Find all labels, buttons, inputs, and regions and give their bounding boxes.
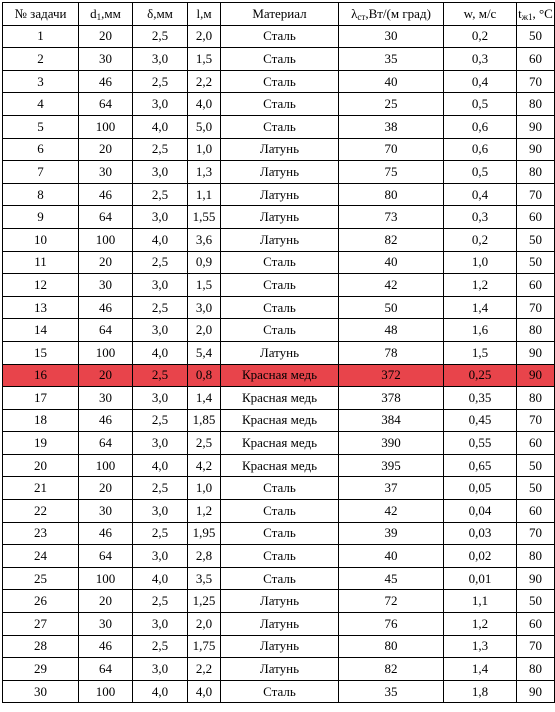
cell-material: Латунь	[221, 635, 339, 658]
task-table-container	[2, 2, 555, 703]
table-body	[3, 25, 555, 703]
table-row	[3, 477, 555, 500]
cell-diameter: 20	[79, 251, 133, 274]
cell-temperature: 70	[517, 296, 555, 319]
cell-temperature: 90	[517, 364, 555, 387]
cell-conductivity: 73	[339, 206, 444, 229]
cell-temperature: 60	[517, 274, 555, 297]
task-data-table	[2, 2, 555, 703]
cell-length: 1,95	[188, 522, 221, 545]
cell-thickness: 4,0	[133, 115, 188, 138]
cell-velocity: 1,6	[444, 319, 517, 342]
cell-task-number: 2	[3, 48, 79, 71]
cell-length: 4,2	[188, 454, 221, 477]
cell-diameter: 46	[79, 409, 133, 432]
cell-task-number: 14	[3, 319, 79, 342]
cell-task-number: 22	[3, 500, 79, 523]
table-row	[3, 658, 555, 681]
cell-material: Латунь	[221, 341, 339, 364]
cell-material: Красная медь	[221, 432, 339, 455]
cell-task-number: 21	[3, 477, 79, 500]
cell-velocity: 1,2	[444, 274, 517, 297]
cell-thickness: 3,0	[133, 613, 188, 636]
cell-length: 2,8	[188, 545, 221, 568]
cell-diameter: 46	[79, 296, 133, 319]
cell-velocity: 1,4	[444, 658, 517, 681]
cell-length: 1,85	[188, 409, 221, 432]
cell-length: 4,0	[188, 93, 221, 116]
cell-task-number: 7	[3, 161, 79, 184]
cell-diameter: 30	[79, 500, 133, 523]
cell-conductivity: 378	[339, 387, 444, 410]
table-row	[3, 567, 555, 590]
table-row	[3, 319, 555, 342]
cell-length: 1,5	[188, 48, 221, 71]
cell-length: 1,55	[188, 206, 221, 229]
cell-velocity: 0,3	[444, 206, 517, 229]
cell-velocity: 0,5	[444, 161, 517, 184]
cell-thickness: 2,5	[133, 635, 188, 658]
cell-task-number: 20	[3, 454, 79, 477]
cell-conductivity: 42	[339, 500, 444, 523]
cell-diameter: 46	[79, 635, 133, 658]
cell-thickness: 2,5	[133, 70, 188, 93]
header-temperature-subscript: ж1	[521, 11, 533, 22]
cell-temperature: 70	[517, 409, 555, 432]
cell-conductivity: 48	[339, 319, 444, 342]
cell-material: Латунь	[221, 161, 339, 184]
cell-conductivity: 35	[339, 48, 444, 71]
cell-diameter: 30	[79, 613, 133, 636]
header-task-number: № задачи	[3, 3, 79, 26]
cell-task-number: 24	[3, 545, 79, 568]
cell-material: Сталь	[221, 319, 339, 342]
cell-task-number: 12	[3, 274, 79, 297]
cell-velocity: 0,01	[444, 567, 517, 590]
cell-task-number: 28	[3, 635, 79, 658]
cell-diameter: 64	[79, 206, 133, 229]
cell-task-number: 17	[3, 387, 79, 410]
cell-length: 1,25	[188, 590, 221, 613]
cell-conductivity: 38	[339, 115, 444, 138]
cell-thickness: 2,5	[133, 251, 188, 274]
cell-conductivity: 42	[339, 274, 444, 297]
cell-material: Сталь	[221, 115, 339, 138]
cell-diameter: 100	[79, 454, 133, 477]
cell-thickness: 2,5	[133, 25, 188, 48]
table-row	[3, 613, 555, 636]
cell-task-number: 18	[3, 409, 79, 432]
table-row	[3, 296, 555, 319]
cell-task-number: 27	[3, 613, 79, 636]
cell-thickness: 4,0	[133, 228, 188, 251]
cell-temperature: 60	[517, 206, 555, 229]
table-row	[3, 454, 555, 477]
cell-diameter: 30	[79, 387, 133, 410]
cell-length: 1,0	[188, 138, 221, 161]
cell-length: 1,2	[188, 500, 221, 523]
cell-conductivity: 390	[339, 432, 444, 455]
cell-velocity: 1,1	[444, 590, 517, 613]
cell-conductivity: 80	[339, 635, 444, 658]
cell-diameter: 64	[79, 432, 133, 455]
cell-temperature: 90	[517, 567, 555, 590]
cell-diameter: 100	[79, 567, 133, 590]
cell-thickness: 2,5	[133, 522, 188, 545]
cell-velocity: 1,0	[444, 251, 517, 274]
cell-length: 1,75	[188, 635, 221, 658]
table-header-row	[3, 3, 555, 26]
cell-diameter: 64	[79, 545, 133, 568]
cell-material: Латунь	[221, 590, 339, 613]
cell-conductivity: 372	[339, 364, 444, 387]
cell-temperature: 70	[517, 522, 555, 545]
header-conductivity	[339, 3, 444, 26]
cell-velocity: 0,05	[444, 477, 517, 500]
cell-diameter: 20	[79, 477, 133, 500]
cell-temperature: 90	[517, 115, 555, 138]
cell-material: Сталь	[221, 477, 339, 500]
table-row	[3, 409, 555, 432]
table-row	[3, 183, 555, 206]
cell-diameter: 20	[79, 138, 133, 161]
header-temperature-symbol: t	[518, 5, 522, 21]
table-row	[3, 251, 555, 274]
header-velocity: w, м/с	[444, 3, 517, 26]
cell-velocity: 0,55	[444, 432, 517, 455]
cell-task-number: 11	[3, 251, 79, 274]
cell-velocity: 1,4	[444, 296, 517, 319]
cell-velocity: 0,3	[444, 48, 517, 71]
cell-conductivity: 75	[339, 161, 444, 184]
cell-material: Сталь	[221, 274, 339, 297]
cell-temperature: 80	[517, 319, 555, 342]
cell-temperature: 80	[517, 387, 555, 410]
cell-length: 4,0	[188, 680, 221, 703]
cell-thickness: 3,0	[133, 93, 188, 116]
cell-temperature: 90	[517, 138, 555, 161]
table-row	[3, 590, 555, 613]
header-conductivity-symbol: λ	[351, 5, 358, 21]
table-row	[3, 680, 555, 703]
cell-thickness: 3,0	[133, 658, 188, 681]
table-row	[3, 25, 555, 48]
cell-length: 1,5	[188, 274, 221, 297]
cell-velocity: 1,2	[444, 613, 517, 636]
cell-thickness: 2,5	[133, 477, 188, 500]
header-conductivity-unit: ,Вт/(м град)	[365, 5, 431, 21]
cell-temperature: 50	[517, 25, 555, 48]
cell-task-number: 1	[3, 25, 79, 48]
cell-conductivity: 39	[339, 522, 444, 545]
cell-thickness: 3,0	[133, 319, 188, 342]
cell-temperature: 60	[517, 500, 555, 523]
cell-material: Сталь	[221, 545, 339, 568]
cell-velocity: 0,45	[444, 409, 517, 432]
cell-thickness: 2,5	[133, 409, 188, 432]
table-row	[3, 522, 555, 545]
cell-conductivity: 50	[339, 296, 444, 319]
cell-thickness: 4,0	[133, 341, 188, 364]
cell-material: Красная медь	[221, 364, 339, 387]
cell-thickness: 4,0	[133, 680, 188, 703]
cell-thickness: 2,5	[133, 590, 188, 613]
cell-thickness: 3,0	[133, 274, 188, 297]
cell-velocity: 1,3	[444, 635, 517, 658]
cell-material: Сталь	[221, 680, 339, 703]
cell-temperature: 60	[517, 613, 555, 636]
cell-conductivity: 40	[339, 251, 444, 274]
cell-velocity: 0,65	[444, 454, 517, 477]
cell-task-number: 19	[3, 432, 79, 455]
cell-temperature: 90	[517, 680, 555, 703]
cell-conductivity: 45	[339, 567, 444, 590]
cell-length: 0,8	[188, 364, 221, 387]
cell-conductivity: 30	[339, 25, 444, 48]
cell-temperature: 70	[517, 635, 555, 658]
cell-thickness: 3,0	[133, 500, 188, 523]
cell-velocity: 0,4	[444, 183, 517, 206]
cell-thickness: 3,0	[133, 206, 188, 229]
cell-task-number: 13	[3, 296, 79, 319]
cell-diameter: 100	[79, 115, 133, 138]
cell-velocity: 0,02	[444, 545, 517, 568]
table-row	[3, 364, 555, 387]
cell-length: 3,5	[188, 567, 221, 590]
cell-length: 0,9	[188, 251, 221, 274]
cell-temperature: 50	[517, 454, 555, 477]
header-temperature-unit: , °С	[532, 5, 553, 21]
cell-diameter: 20	[79, 25, 133, 48]
cell-task-number: 26	[3, 590, 79, 613]
table-row	[3, 274, 555, 297]
cell-task-number: 15	[3, 341, 79, 364]
cell-temperature: 90	[517, 341, 555, 364]
table-row	[3, 387, 555, 410]
header-thickness: δ,мм	[133, 3, 188, 26]
cell-velocity: 0,6	[444, 115, 517, 138]
cell-diameter: 30	[79, 161, 133, 184]
cell-temperature: 80	[517, 93, 555, 116]
cell-task-number: 5	[3, 115, 79, 138]
cell-material: Латунь	[221, 228, 339, 251]
cell-conductivity: 76	[339, 613, 444, 636]
cell-thickness: 4,0	[133, 454, 188, 477]
header-material: Материал	[221, 3, 339, 26]
table-row	[3, 161, 555, 184]
cell-material: Сталь	[221, 251, 339, 274]
cell-material: Латунь	[221, 206, 339, 229]
cell-velocity: 0,4	[444, 70, 517, 93]
cell-temperature: 60	[517, 432, 555, 455]
cell-thickness: 3,0	[133, 161, 188, 184]
cell-thickness: 3,0	[133, 432, 188, 455]
cell-conductivity: 37	[339, 477, 444, 500]
cell-conductivity: 384	[339, 409, 444, 432]
cell-velocity: 1,8	[444, 680, 517, 703]
cell-velocity: 0,03	[444, 522, 517, 545]
cell-length: 3,0	[188, 296, 221, 319]
table-row	[3, 93, 555, 116]
cell-velocity: 1,5	[444, 341, 517, 364]
table-row	[3, 545, 555, 568]
cell-temperature: 80	[517, 658, 555, 681]
cell-length: 2,0	[188, 25, 221, 48]
cell-temperature: 70	[517, 183, 555, 206]
table-row	[3, 635, 555, 658]
cell-material: Сталь	[221, 93, 339, 116]
cell-temperature: 80	[517, 545, 555, 568]
table-row	[3, 228, 555, 251]
cell-thickness: 2,5	[133, 183, 188, 206]
cell-material: Сталь	[221, 296, 339, 319]
cell-velocity: 0,5	[444, 93, 517, 116]
cell-material: Латунь	[221, 658, 339, 681]
header-conductivity-subscript: ст	[357, 11, 366, 22]
cell-material: Сталь	[221, 500, 339, 523]
cell-material: Латунь	[221, 138, 339, 161]
cell-thickness: 2,5	[133, 364, 188, 387]
cell-task-number: 30	[3, 680, 79, 703]
table-row	[3, 138, 555, 161]
cell-velocity: 0,2	[444, 228, 517, 251]
cell-velocity: 0,04	[444, 500, 517, 523]
cell-length: 1,3	[188, 161, 221, 184]
cell-task-number: 23	[3, 522, 79, 545]
cell-thickness: 3,0	[133, 545, 188, 568]
cell-task-number: 4	[3, 93, 79, 116]
cell-conductivity: 82	[339, 658, 444, 681]
table-row	[3, 48, 555, 71]
cell-temperature: 50	[517, 228, 555, 251]
cell-length: 5,4	[188, 341, 221, 364]
cell-length: 2,0	[188, 319, 221, 342]
cell-thickness: 4,0	[133, 567, 188, 590]
cell-material: Сталь	[221, 522, 339, 545]
cell-material: Красная медь	[221, 454, 339, 477]
cell-temperature: 50	[517, 477, 555, 500]
cell-diameter: 64	[79, 319, 133, 342]
header-temperature	[517, 3, 555, 26]
cell-diameter: 20	[79, 590, 133, 613]
header-diameter-subscript: 1	[96, 11, 102, 22]
cell-thickness: 2,5	[133, 138, 188, 161]
cell-conductivity: 78	[339, 341, 444, 364]
cell-diameter: 100	[79, 341, 133, 364]
header-length: l,м	[188, 3, 221, 26]
cell-velocity: 0,35	[444, 387, 517, 410]
table-row	[3, 206, 555, 229]
cell-material: Сталь	[221, 70, 339, 93]
cell-task-number: 6	[3, 138, 79, 161]
cell-length: 2,0	[188, 613, 221, 636]
table-row	[3, 341, 555, 364]
cell-temperature: 80	[517, 161, 555, 184]
table-row	[3, 70, 555, 93]
cell-conductivity: 82	[339, 228, 444, 251]
cell-diameter: 64	[79, 93, 133, 116]
cell-diameter: 46	[79, 70, 133, 93]
cell-diameter: 46	[79, 522, 133, 545]
cell-material: Латунь	[221, 183, 339, 206]
cell-conductivity: 25	[339, 93, 444, 116]
cell-diameter: 30	[79, 274, 133, 297]
cell-task-number: 9	[3, 206, 79, 229]
table-row	[3, 432, 555, 455]
cell-length: 2,2	[188, 70, 221, 93]
cell-diameter: 30	[79, 48, 133, 71]
table-row	[3, 500, 555, 523]
cell-conductivity: 40	[339, 545, 444, 568]
cell-temperature: 50	[517, 251, 555, 274]
cell-conductivity: 80	[339, 183, 444, 206]
cell-task-number: 10	[3, 228, 79, 251]
header-diameter	[79, 3, 133, 26]
cell-conductivity: 72	[339, 590, 444, 613]
cell-thickness: 3,0	[133, 387, 188, 410]
cell-task-number: 8	[3, 183, 79, 206]
cell-material: Сталь	[221, 25, 339, 48]
table-row	[3, 115, 555, 138]
cell-task-number: 29	[3, 658, 79, 681]
cell-material: Красная медь	[221, 409, 339, 432]
cell-task-number: 16	[3, 364, 79, 387]
cell-thickness: 2,5	[133, 296, 188, 319]
cell-task-number: 3	[3, 70, 79, 93]
cell-temperature: 70	[517, 70, 555, 93]
cell-material: Сталь	[221, 567, 339, 590]
cell-length: 5,0	[188, 115, 221, 138]
cell-temperature: 60	[517, 48, 555, 71]
cell-diameter: 100	[79, 228, 133, 251]
cell-length: 3,6	[188, 228, 221, 251]
cell-material: Латунь	[221, 613, 339, 636]
cell-velocity: 0,6	[444, 138, 517, 161]
cell-diameter: 20	[79, 364, 133, 387]
cell-task-number: 25	[3, 567, 79, 590]
cell-length: 1,4	[188, 387, 221, 410]
cell-diameter: 100	[79, 680, 133, 703]
header-diameter-unit: ,мм	[101, 5, 121, 21]
cell-diameter: 64	[79, 658, 133, 681]
cell-length: 2,5	[188, 432, 221, 455]
cell-material: Сталь	[221, 48, 339, 71]
header-diameter-symbol: d	[90, 5, 97, 21]
cell-length: 1,0	[188, 477, 221, 500]
cell-conductivity: 40	[339, 70, 444, 93]
cell-length: 2,2	[188, 658, 221, 681]
cell-material: Красная медь	[221, 387, 339, 410]
cell-velocity: 0,2	[444, 25, 517, 48]
cell-velocity: 0,25	[444, 364, 517, 387]
cell-conductivity: 70	[339, 138, 444, 161]
cell-diameter: 46	[79, 183, 133, 206]
cell-thickness: 3,0	[133, 48, 188, 71]
cell-length: 1,1	[188, 183, 221, 206]
cell-temperature: 50	[517, 590, 555, 613]
cell-conductivity: 395	[339, 454, 444, 477]
cell-conductivity: 35	[339, 680, 444, 703]
